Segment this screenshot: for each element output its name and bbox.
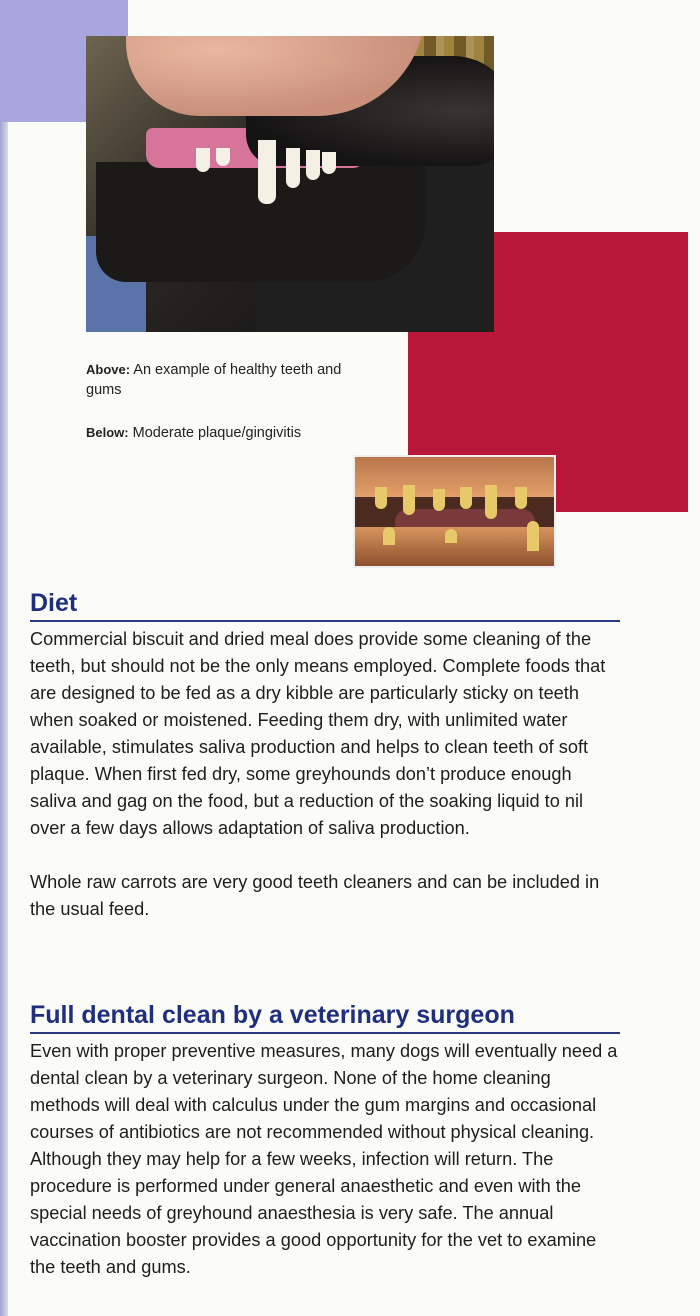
page-edge-shadow bbox=[0, 0, 8, 1316]
diet-heading: Diet bbox=[30, 588, 620, 622]
dental-paragraph-1: Even with proper preventive measures, many dogs will eventually need a dental clean by a veterinary surgeon. None of the home cleaning methods will deal with calculus under the gum margins and occasional courses of antibiotics are not recommended without physical cleaning. Although they may help for a few weeks, infection will return. The procedure is performed under general anaesthetic and even with the special needs of greyhound anaesthesia is very safe. The annual vaccination booster provides a good opportunity for the vet to examine the teeth and gums. bbox=[30, 1041, 618, 1277]
caption-below bbox=[86, 423, 376, 443]
diet-section bbox=[30, 588, 620, 923]
caption-below-text: Moderate plaque/gingivitis bbox=[132, 425, 302, 441]
caption-above-text: An example of healthy teeth and gums bbox=[86, 362, 342, 398]
plaque-gingivitis-photo bbox=[355, 457, 554, 566]
caption-below-label: Below: bbox=[86, 425, 129, 440]
healthy-teeth-photo bbox=[86, 36, 494, 332]
dental-heading: Full dental clean by a veterinary surgeon bbox=[30, 1000, 620, 1034]
caption-above bbox=[86, 360, 376, 400]
diet-paragraph-1: Commercial biscuit and dried meal does provide some cleaning of the teeth, but should not be the only means employed. Complete foods that are designed to be fed as a dry kibble are particularly sticky on teeth when soaked or moistened. Feeding them dry, with unlimited water available, stimulates saliva production and helps to clean teeth of soft plaque. When first fed dry, some greyhounds don’t produce enough saliva and gag on the food, but a reduction of the soaking liquid to nil over a few days allows adaptation of saliva production. bbox=[30, 629, 606, 838]
diet-paragraph-2: Whole raw carrots are very good teeth cleaners and can be included in the usual feed. bbox=[30, 872, 600, 919]
caption-above-label: Above: bbox=[86, 362, 131, 377]
dental-section bbox=[30, 1000, 620, 1281]
